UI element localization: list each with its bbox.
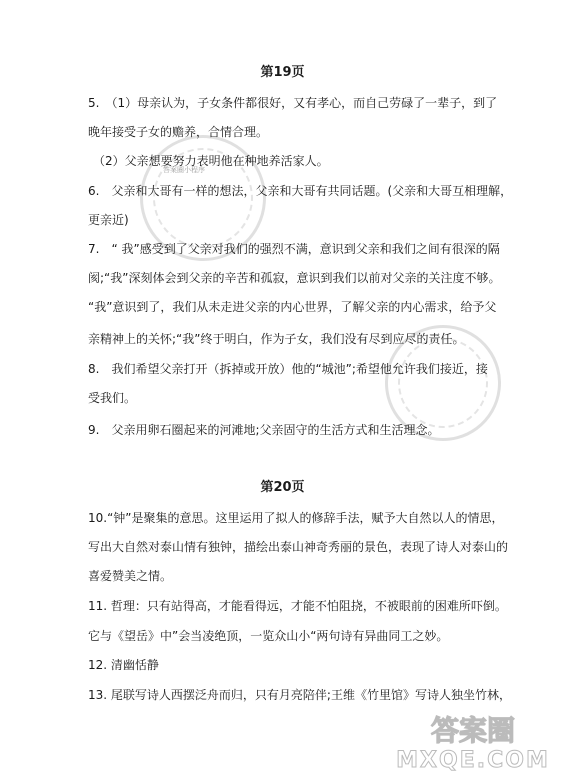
page-heading-19: 第19页 <box>260 65 305 80</box>
answer-line: 6. 父亲和大哥有一样的想法，父亲和大哥有共同话题。(父亲和大哥互相理解， <box>88 184 513 198</box>
answer-line: 受我们。 <box>88 391 137 405</box>
answer-line: 亲精神上的关怀;“我”终于明白，作为子女，我们没有尽到应尽的责任。 <box>88 332 465 346</box>
svg-text:MXQE.COM: MXQE.COM <box>396 748 550 772</box>
answer-line: 11. 哲理：只有站得高，才能看得远，才能不怕阻挠，不被眼前的困难所吓倒。 <box>88 599 507 613</box>
watermark-label: 答案圈小程序 <box>163 166 205 174</box>
answer-line: 13. 尾联写诗人西摆泛舟而归，只有月亮陪伴;王维《竹里馆》写诗人独坐竹林， <box>88 688 511 702</box>
answer-line: 9. 父亲用卵石圈起来的河滩地;父亲固守的生活方式和生活理念。 <box>88 423 440 437</box>
answer-line: 更亲近) <box>88 213 129 227</box>
answer-line: 它与《望岳》中”会当凌绝顶，一览众山小“两句诗有异曲同工之妙。 <box>88 629 449 643</box>
answer-line: 7. “ 我”感受到了父亲对我们的强烈不满，意识到父亲和我们之间有很深的隔 <box>88 242 500 256</box>
answer-line: 10.“钟”是聚集的意思。这里运用了拟人的修辞手法，赋予大自然以人的情思， <box>88 511 504 525</box>
answer-line: 晚年接受子女的赡养，合情合理。 <box>88 125 269 139</box>
svg-text:答案圈: 答案圈 <box>430 714 516 747</box>
answer-line: 5. （1）母亲认为，子女条件都很好，又有孝心，而自己劳碌了一辈子，到了 <box>88 96 498 110</box>
answer-line: 写出大自然对泰山情有独钟，描绘出泰山神奇秀丽的景色，表现了诗人对泰山的 <box>88 540 509 554</box>
answer-line: （2）父亲想要努力表明他在种地养活家人。 <box>93 154 329 168</box>
answer-line: 阂;“我”深刻体会到父亲的辛苦和孤寂，意识到我们以前对父亲的关注度不够。 <box>88 271 501 285</box>
answer-line: 8. 我们希望父亲打开（拆掉或开放）他的“城池”;希望他允许我们接近，接 <box>88 362 488 376</box>
answer-line: 12. 清幽恬静 <box>88 658 159 672</box>
watermark-logo <box>393 710 553 772</box>
answer-line: 喜爱赞美之情。 <box>88 569 173 583</box>
answer-line: “我”意识到了，我们从未走进父亲的内心世界，了解父亲的内心需求，给予父 <box>88 300 497 314</box>
page-heading-20: 第20页 <box>260 480 305 495</box>
